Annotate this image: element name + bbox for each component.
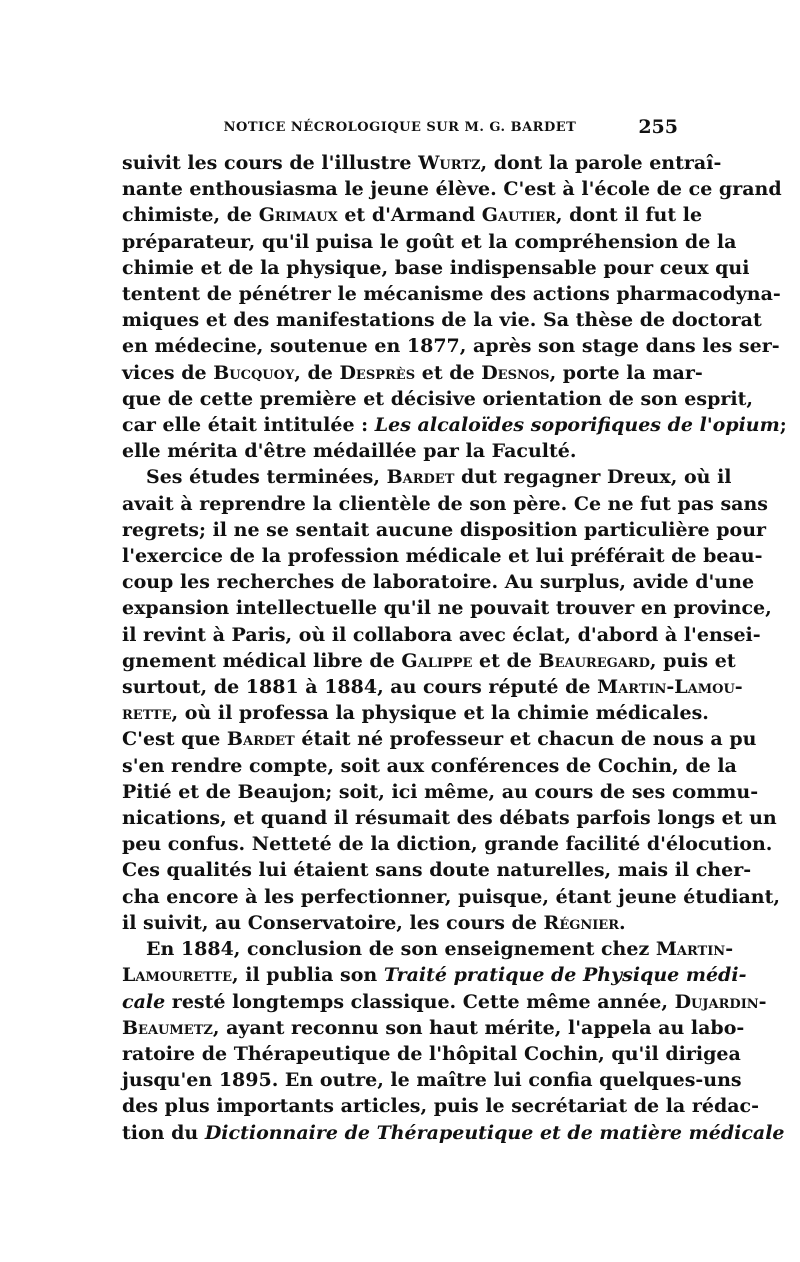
text-line: chimiste, de Grimaux et d'Armand Gautier, dont il fut le [122, 204, 703, 227]
text-line: il revint à Paris, où il collabora avec éclat, d'abord à l'ensei- [122, 623, 761, 646]
text-line: des plus importants articles, puis le secrétariat de la rédac- [122, 1095, 760, 1118]
text-line: peu confus. Netteté de la diction, grande facilité d'élocution. [122, 833, 773, 856]
text-line: préparateur, qu'il puisa le goût et la compréhension de la [122, 230, 737, 253]
text-line: Ses études terminées, Bardet dut regagner Dreux, où il [146, 466, 732, 489]
text-line: cale resté longtemps classique. Cette même année, Dujardin- [122, 990, 767, 1013]
text-line: miques et des manifestations de la vie. Sa thèse de doctorat [122, 309, 762, 332]
text-line: ratoire de Thérapeutique de l'hôpital Cochin, qu'il dirigea [122, 1042, 741, 1065]
text-line: avait à reprendre la clientèle de son père. Ce ne fut pas sans [122, 492, 768, 515]
text-line: suivit les cours de l'illustre Wurtz, dont la parole entraî- [122, 152, 722, 174]
page-number: 255 [638, 116, 678, 138]
text-line: tion du Dictionnaire de Thérapeutique et de matière médicale [122, 1121, 785, 1144]
text-line: coup les recherches de laboratoire. Au surplus, avide d'une [122, 571, 755, 594]
text-line: cha encore à les perfectionner, puisque, étant jeune étudiant, [122, 885, 780, 908]
text-line: tentent de pénétrer le mécanisme des actions pharmacodyna- [122, 283, 781, 306]
text-line: regrets; il ne se sentait aucune disposition particulière pour [122, 518, 767, 541]
body-text [122, 150, 787, 1146]
text-line: En 1884, conclusion de son enseignement chez Martin- [146, 938, 734, 961]
text-line: elle mérita d'être médaillée par la Faculté. [122, 440, 577, 463]
text-line: en médecine, soutenue en 1877, après son stage dans les ser- [122, 335, 780, 358]
text-line: Ces qualités lui étaient sans doute naturelles, mais il cher- [122, 859, 752, 882]
text-line: Lamourette, il publia son Traité pratique de Physique médi- [122, 964, 747, 987]
text-line: car elle était intitulée : Les alcaloïdes soporifiques de l'opium; [122, 414, 787, 437]
text-line: chimie et de la physique, base indispensable pour ceux qui [122, 256, 750, 279]
text-line: Beaumetz, ayant reconnu son haut mérite, l'appela au labo- [122, 1016, 745, 1039]
text-line: expansion intellectuelle qu'il ne pouvait trouver en province, [122, 597, 772, 620]
text-line: Pitié et de Beaujon; soit, ici même, au cours de ses commu- [122, 780, 759, 803]
page-header [122, 118, 678, 142]
text-line: C'est que Bardet était né professeur et chacun de nous a pu [122, 728, 757, 751]
text-line: nications, et quand il résumait des débats parfois longs et un [122, 807, 777, 830]
text-line: surtout, de 1881 à 1884, au cours réputé de Martin-Lamou- [122, 676, 743, 699]
text-line: s'en rendre compte, soit aux conférences de Cochin, de la [122, 754, 737, 777]
running-head: NOTICE NÉCROLOGIQUE SUR M. G. BARDET [223, 120, 577, 135]
text-line: nante enthousiasma le jeune élève. C'est à l'école de ce grand [122, 178, 782, 201]
text-line: jusqu'en 1895. En outre, le maître lui confia quelques-uns [122, 1069, 742, 1092]
text-line: l'exercice de la profession médicale et lui préférait de beau- [122, 545, 763, 568]
text-line: gnement médical libre de Galippe et de Beauregard, puis et [122, 649, 736, 672]
text-line: que de cette première et décisive orientation de son esprit, [122, 387, 753, 410]
text-line: il suivit, au Conservatoire, les cours de Régnier. [122, 911, 626, 934]
text-line: vices de Bucquoy, de Desprès et de Desnos, porte la mar- [122, 361, 703, 384]
text-line: rette, où il professa la physique et la chimie médicales. [122, 702, 709, 725]
